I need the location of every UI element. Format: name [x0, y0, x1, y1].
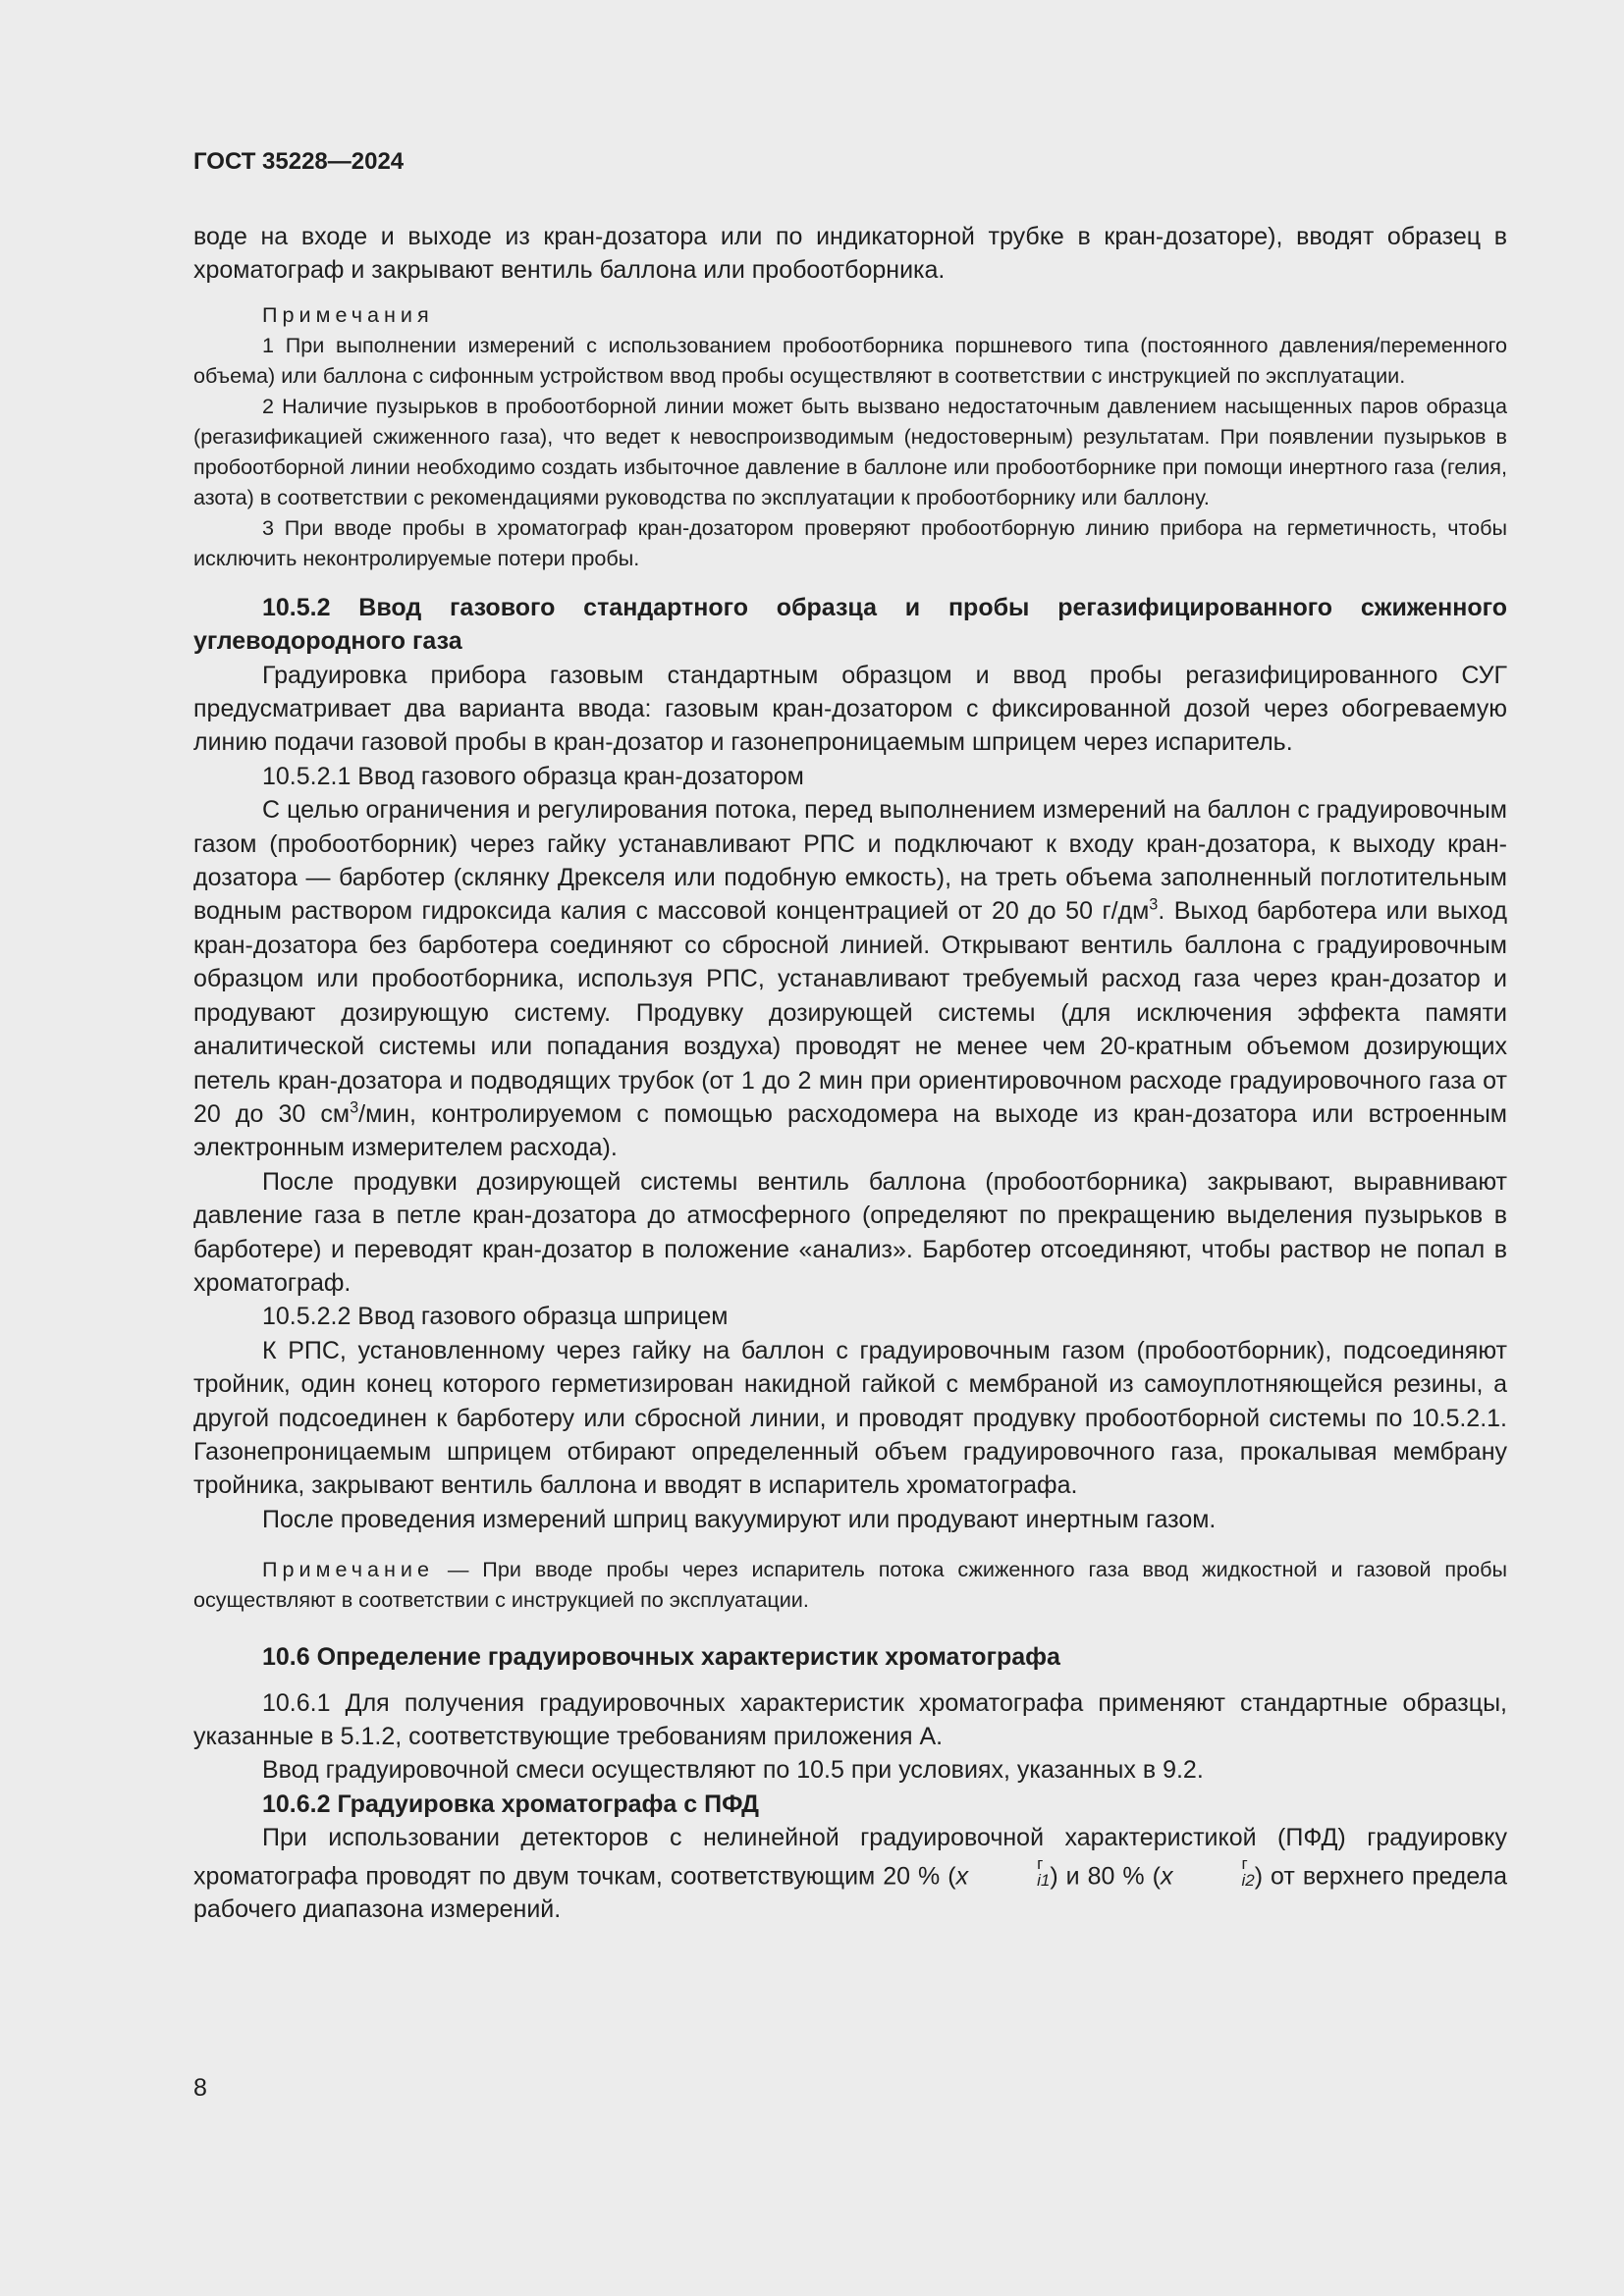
page-number: 8	[193, 2074, 207, 2102]
section-10-6-2-paragraph: При использовании детекторов с нелинейной градуировочной характеристикой (ПФД) градуировку хроматографа проводят по двум точкам, соответствующим 20 % (x г i1 ) и 80 % (x г i2 ) от верхнего предела рабочего диапазона измерений.	[193, 1824, 1507, 1924]
section-10-5-2-2-paragraph-2: После проведения измерений шприц вакуумируют или продувают инертным газом.	[262, 1505, 1217, 1533]
section-10-5-2-1-paragraph-1: С целью ограничения и регулирования потока, перед выполнением измерений на баллон с градуировочным газом (пробоотборник) через гайку устанавливают РПС и подключают к входу кран-дозатора, к выходу кран-дозатора — барботер (склянку Дрекселя или подобную емкость), на треть объема заполненный поглотительным водным раствором гидроксида калия с массовой концентрацией от 20 до 50 $г/дм^3$. Выход барботера или выход кран-дозатора без барботера соединяют со сбросной линией. Открывают вентиль баллона с градуировочным образцом или пробоотборника, используя РПС, устанавливают требуемый расход газа через кран-дозатор и продувают дозирующую систему. Продувку дозирующей системы (для исключения эффекта памяти аналитической системы или попадания воздуха) проводят не менее чем 20-кратным объемом дозирующих петель кран-дозатора и подводящих трубок (от 1 до 2 мин при ориентировочном расходе градуировочного газа от 20 до 30 $см^3$/мин, контролируемом с помощью расходомера на выходе из кран-дозатора или встроенным электронным измерителем расхода).	[193, 796, 1507, 1162]
paragraph-continuation: воде на входе и выходе из кран-дозатора или по индикаторной трубке в кран-дозаторе), вводят образец в хроматограф и закрывают вентиль баллона или пробоотборника.	[193, 223, 1507, 285]
section-10-5-2-1-heading: 10.5.2.1 Ввод газового образца кран-дозатором	[262, 762, 804, 790]
section-10-5-2-paragraph: Градуировка прибора газовым стандартным образцом и ввод пробы регазифицированного СУГ предусматривает два варианта ввода: газовым кран-дозатором с фиксированной дозой через обогреваемую линию подачи газовой пробы в кран-дозатор и газонепроницаемым шприцем через испаритель.	[193, 661, 1507, 757]
section-10-6-heading: 10.6 Определение градуировочных характеристик хроматографа	[262, 1643, 1060, 1672]
note-3: 3 При вводе пробы в хроматограф кран-дозатором проверяют пробоотборную линию прибора на герметичность, чтобы исключить неконтролируемые потери пробы.	[193, 514, 1507, 570]
variable-x: x	[955, 1861, 969, 1890]
document-header: ГОСТ 35228—2024	[193, 148, 405, 175]
notes-block	[193, 299, 1507, 573]
note-single: Примечание — При вводе пробы через испаритель потока сжиженного газа ввод жидкостной и газовой пробы осуществляют в соответствии с инструкцией по эксплуатации.	[193, 1557, 1507, 1613]
section-10-6-2-heading: 10.6.2 Градуировка хроматографа с ПФД	[262, 1789, 759, 1818]
section-10-6-1-paragraph-1: 10.6.1 Для получения градуировочных характеристик хроматографа применяют стандартные образцы, указанные в 5.1.2, соответствующие требованиям приложения А.	[193, 1688, 1507, 1750]
section-10-6-1-paragraph-2: Ввод градуировочной смеси осуществляют по 10.5 при условиях, указанных в 9.2.	[262, 1756, 1204, 1785]
notes-title: Примечания	[262, 301, 434, 327]
variable-x: x	[1160, 1861, 1173, 1890]
superscript: 3	[1149, 895, 1159, 914]
index-i1: г i1	[1037, 1853, 1051, 1890]
page-content	[193, 147, 1507, 1927]
section-10-5-2-1-paragraph-2: После продувки дозирующей системы вентиль баллона (пробоотборника) закрывают, выравнивают давление газа в петле кран-дозатора до атмосферного (определяют по прекращению выделения пузырьков в барботере) и переводят кран-дозатор в положение «анализ». Барботер отсоединяют, чтобы раствор не попал в хроматограф.	[193, 1167, 1507, 1297]
note-2: 2 Наличие пузырьков в пробоотборной линии может быть вызвано недостаточным давлением насыщенных паров образца (регазификацией сжиженного газа), что ведет к невоспроизводимым (недостоверным) результатам. При появлении пузырьков в пробоотборной линии необходимо создать избыточное давление в баллоне или пробоотборнике при помощи инертного газа (гелия, азота) в соответствии с рекомендациями руководства по эксплуатации к пробоотборнику или баллону.	[193, 393, 1507, 509]
index-i2: г i2	[1241, 1853, 1255, 1890]
section-10-5-2-2-paragraph-1: К РПС, установленному через гайку на баллон с градуировочным газом (пробоотборник), подсоединяют тройник, один конец которого герметизирован накидной гайкой с мембраной из самоуплотняющейся резины, а другой подсоединен к барботеру или сбросной линии, и проводят продувку пробоотборной системы по 10.5.2.1. Газонепроницаемым шприцем отбирают определенный объем градуировочного газа, прокалывая мембрану тройника, закрывают вентиль баллона и вводят в испаритель хроматографа.	[193, 1336, 1507, 1500]
note-1: 1 При выполнении измерений с использованием пробоотборника поршневого типа (постоянного давления/переменного объема) или баллона с сифонным устройством ввод пробы осуществляют в соответствии с инструкцией по эксплуатации.	[193, 332, 1507, 388]
note-label: Примечание	[262, 1557, 434, 1582]
superscript: 3	[350, 1098, 359, 1117]
section-10-5-2-heading: 10.5.2 Ввод газового стандартного образца и пробы регазифицированного сжиженного углеводородного газа	[193, 593, 1507, 656]
section-10-5-2-2-heading: 10.5.2.2 Ввод газового образца шприцем	[262, 1303, 729, 1331]
